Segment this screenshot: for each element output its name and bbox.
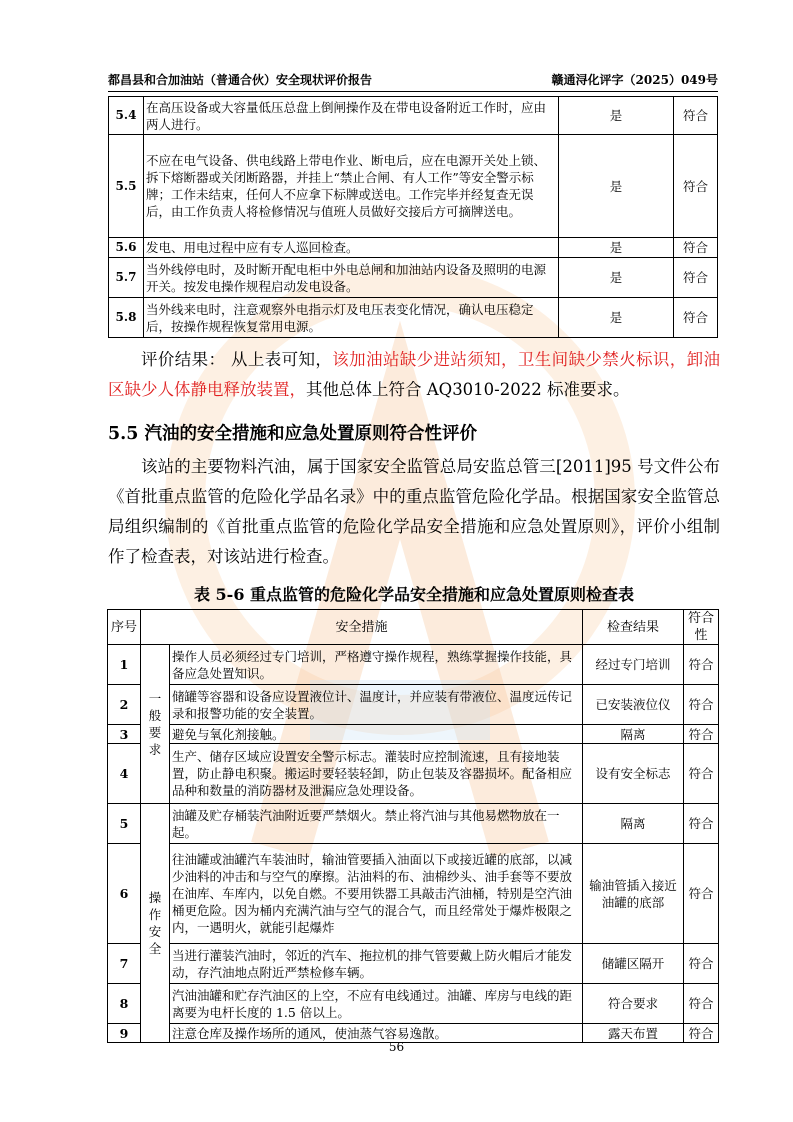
page-number: 56 bbox=[388, 1040, 405, 1054]
row-result: 隔离 bbox=[583, 725, 684, 744]
row-number: 7 bbox=[108, 944, 141, 984]
row-conformity: 符合 bbox=[684, 725, 719, 744]
row-number: 3 bbox=[108, 725, 141, 744]
row-conformity: 符合 bbox=[674, 258, 718, 298]
category-operation: 操作安全 bbox=[141, 804, 170, 1043]
row-conformity: 符合 bbox=[684, 1024, 719, 1043]
evaluation-lead: 评价结果： 从上表可知， bbox=[141, 350, 333, 369]
row-conformity: 符合 bbox=[684, 685, 719, 725]
row-result: 是 bbox=[559, 258, 674, 298]
row-conformity: 符合 bbox=[684, 645, 719, 685]
row-result: 储罐区隔开 bbox=[583, 944, 684, 984]
category-general: 一般要求 bbox=[141, 645, 170, 804]
table-row bbox=[108, 944, 719, 984]
report-number: 赣通浔化评字（2025）049号 bbox=[551, 73, 718, 87]
row-conformity: 符合 bbox=[684, 744, 719, 804]
evaluation-result bbox=[108, 345, 720, 405]
row-text: 储罐等容器和设备应设置液位计、温度计，并应装有带液位、温度远传记录和报警功能的安全装置。 bbox=[170, 685, 583, 725]
row-result: 露天布置 bbox=[583, 1024, 684, 1043]
table-caption: 表 5-6 重点监管的危险化学品安全措施和应急处置原则检查表 bbox=[193, 585, 635, 604]
table-header-row bbox=[108, 610, 719, 645]
hazard-check-table bbox=[107, 609, 719, 1043]
row-conformity: 符合 bbox=[684, 804, 719, 844]
row-result: 隔离 bbox=[583, 804, 684, 844]
row-number: 4 bbox=[108, 744, 141, 804]
row-number: 5.6 bbox=[109, 238, 144, 258]
row-number: 9 bbox=[108, 1024, 141, 1043]
row-text: 往油罐或油罐汽车装油时，输油管要插入油面以下或接近罐的底部，以减少油料的冲击和与空气的摩擦。沾油料的布、油棉纱头、油手套等不要放在油库、车库内，以免自燃。不要用铁器工具敲击汽油桶，特别是空汽油桶更危险。因为桶内充满汽油与空气的混合气，而且经常处于爆炸极限之内，一遇明火，就能引起爆炸 bbox=[170, 844, 583, 944]
row-conformity: 符合 bbox=[674, 97, 718, 135]
evaluation-deficiencies: 该加油站缺少进站须知，卫生间缺少禁火标识，卸油区缺少人体静电释放装置， bbox=[108, 350, 720, 399]
row-number: 5.8 bbox=[109, 298, 144, 338]
row-conformity: 符合 bbox=[684, 844, 719, 944]
row-number: 5 bbox=[108, 804, 141, 844]
row-text: 当外线停电时，及时断开配电柜中外电总闸和加油站内设备及照明的电源开关。按发电操作规程启动发电设备。 bbox=[144, 258, 559, 298]
row-text: 当外线来电时，注意观察外电指示灯及电压表变化情况，确认电压稳定后，按操作规程恢复常用电源。 bbox=[144, 298, 559, 338]
table-row bbox=[108, 744, 719, 804]
row-result: 符合要求 bbox=[583, 984, 684, 1024]
row-conformity: 符合 bbox=[674, 298, 718, 338]
electrical-check-table bbox=[108, 96, 718, 338]
row-text: 发电、用电过程中应有专人巡回检查。 bbox=[144, 238, 559, 258]
page-header bbox=[108, 71, 718, 92]
row-conformity: 符合 bbox=[684, 984, 719, 1024]
row-number: 1 bbox=[108, 645, 141, 685]
row-number: 8 bbox=[108, 984, 141, 1024]
table-row bbox=[108, 1024, 719, 1043]
report-title: 都昌县和合加油站（普通合伙）安全现状评价报告 bbox=[108, 73, 373, 87]
row-result: 是 bbox=[559, 97, 674, 135]
row-result: 输油管插入接近油罐的底部 bbox=[583, 844, 684, 944]
row-number: 5.4 bbox=[109, 97, 144, 135]
table-row bbox=[109, 298, 718, 338]
row-result: 是 bbox=[559, 298, 674, 338]
row-text: 不应在电气设备、供电线路上带电作业、断电后，应在电源开关处上锁、拆下熔断器或关闭断路器，并挂上“禁止合闸、有人工作”等安全警示标牌；工作未结束，任何人不应拿下标牌或送电。工作完毕并经复查无误后，由工作负责人将检修情况与值班人员做好交接后方可摘牌送电。 bbox=[144, 135, 559, 238]
row-text: 避免与氧化剂接触。 bbox=[170, 725, 583, 744]
section-heading: 5.5 汽油的安全措施和应急处置原则符合性评价 bbox=[108, 424, 478, 444]
row-text: 在高压设备或大容量低压总盘上倒闸操作及在带电设备附近工作时，应由两人进行。 bbox=[144, 97, 559, 135]
table-row bbox=[108, 984, 719, 1024]
row-result: 设有安全标志 bbox=[583, 744, 684, 804]
table-row bbox=[108, 725, 719, 744]
row-text: 当进行灌装汽油时，邻近的汽车、拖拉机的排气管要戴上防火帽后才能发动，存汽油地点附近严禁检修车辆。 bbox=[170, 944, 583, 984]
header-measure: 安全措施 bbox=[141, 610, 583, 645]
row-number: 5.5 bbox=[109, 135, 144, 238]
table-row bbox=[108, 804, 719, 844]
table-row bbox=[108, 685, 719, 725]
evaluation-conclusion: 其他总体上符合 AQ3010-2022 标准要求。 bbox=[306, 380, 630, 399]
row-conformity: 符合 bbox=[684, 944, 719, 984]
row-result: 是 bbox=[559, 135, 674, 238]
header-result: 检查结果 bbox=[583, 610, 684, 645]
table-row bbox=[109, 258, 718, 298]
row-result: 已安装液位仪 bbox=[583, 685, 684, 725]
table-row bbox=[108, 844, 719, 944]
row-text: 汽油油罐和贮存汽油区的上空，不应有电线通过。油罐、库房与电线的距离要为电杆长度的 1.5 倍以上。 bbox=[170, 984, 583, 1024]
row-result: 是 bbox=[559, 238, 674, 258]
row-result: 经过专门培训 bbox=[583, 645, 684, 685]
row-text: 生产、储存区域应设置安全警示标志。灌装时应控制流速，且有接地装置，防止静电积聚。搬运时要轻装轻卸，防止包装及容器损坏。配备相应品种和数量的消防器材及泄漏应急处理设备。 bbox=[170, 744, 583, 804]
header-conformity: 符合性 bbox=[684, 610, 719, 645]
row-conformity: 符合 bbox=[674, 135, 718, 238]
row-number: 5.7 bbox=[109, 258, 144, 298]
table-row bbox=[109, 135, 718, 238]
row-number: 6 bbox=[108, 844, 141, 944]
table-row bbox=[109, 238, 718, 258]
row-number: 2 bbox=[108, 685, 141, 725]
row-text: 注意仓库及操作场所的通风，使油蒸气容易逸散。 bbox=[170, 1024, 583, 1043]
table-row bbox=[109, 97, 718, 135]
row-text: 操作人员必须经过专门培训，严格遵守操作规程，熟练掌握操作技能，具备应急处置知识。 bbox=[170, 645, 583, 685]
table-row bbox=[108, 645, 719, 685]
section-paragraph: 该站的主要物料汽油，属于国家安全监管总局安监总管三[2011]95 号文件公布《首批重点监管的危险化学品名录》中的重点监管危险化学品。根据国家安全监管总局组织编制的《首批重点监管的危险化学品安全措施和应急处置原则》，评价小组制作了检查表，对该站进行检查。 bbox=[108, 457, 720, 566]
row-text: 油罐及贮存桶装汽油附近要严禁烟火。禁止将汽油与其他易燃物放在一起。 bbox=[170, 804, 583, 844]
header-no: 序号 bbox=[108, 610, 141, 645]
row-conformity: 符合 bbox=[674, 238, 718, 258]
